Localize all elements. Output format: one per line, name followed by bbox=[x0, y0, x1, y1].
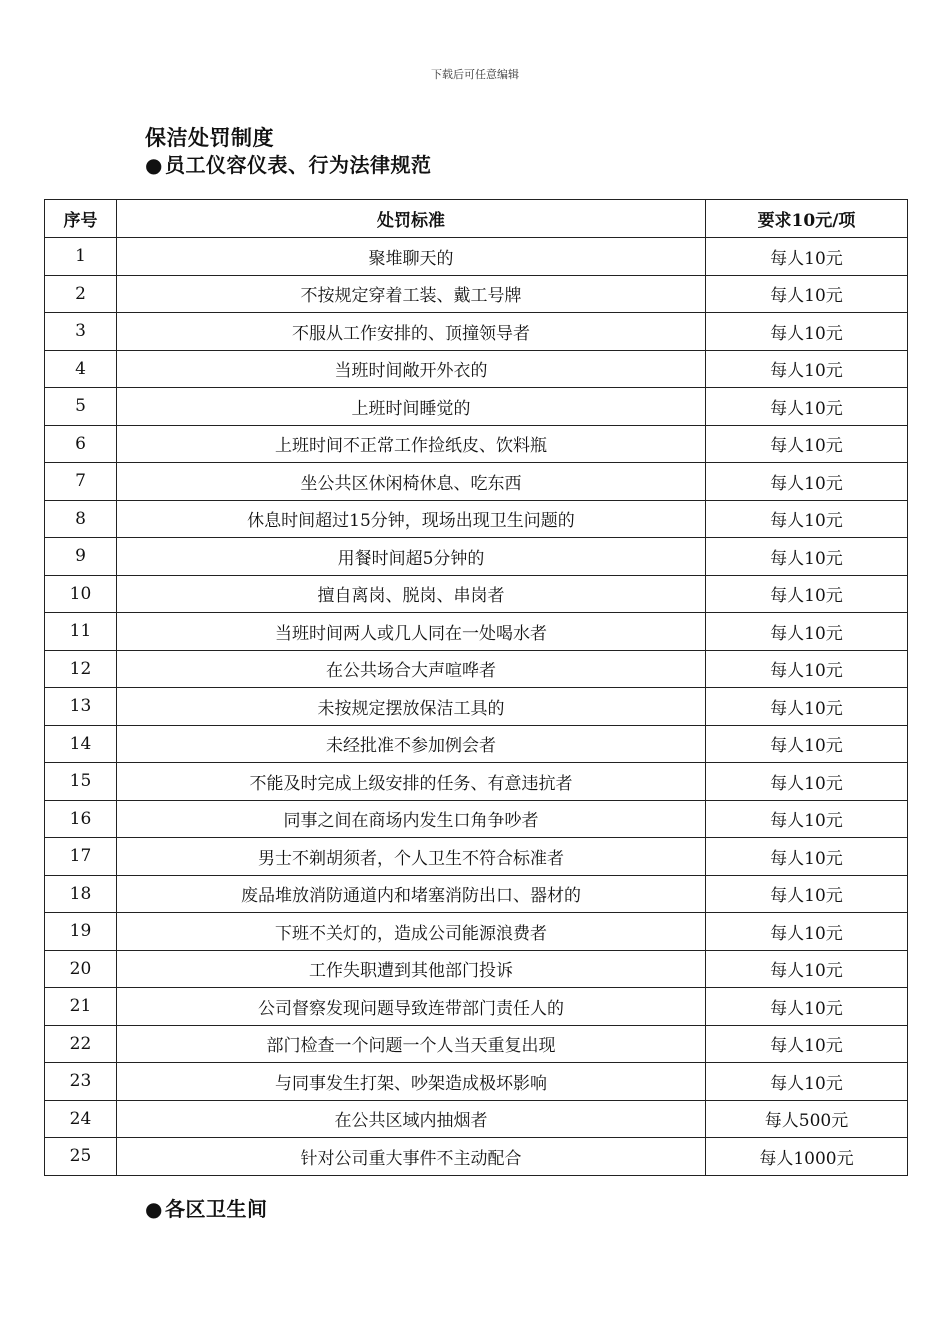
table-row bbox=[45, 575, 908, 613]
table-row bbox=[45, 613, 908, 651]
row-amount: 每人10元 bbox=[706, 1063, 908, 1101]
row-standard: 未经批准不参加例会者 bbox=[117, 725, 706, 763]
header-amount: 要求10元/项 bbox=[706, 200, 908, 238]
table-row bbox=[45, 875, 908, 913]
table-row bbox=[45, 800, 908, 838]
row-index: 22 bbox=[45, 1025, 117, 1063]
row-standard: 针对公司重大事件不主动配合 bbox=[117, 1138, 706, 1176]
row-index: 23 bbox=[45, 1063, 117, 1101]
row-index: 14 bbox=[45, 725, 117, 763]
row-amount: 每人10元 bbox=[706, 725, 908, 763]
row-amount: 每人10元 bbox=[706, 350, 908, 388]
row-standard: 与同事发生打架、吵架造成极坏影响 bbox=[117, 1063, 706, 1101]
table-row bbox=[45, 950, 908, 988]
row-amount: 每人10元 bbox=[706, 313, 908, 351]
row-amount: 每人10元 bbox=[706, 613, 908, 651]
row-standard: 公司督察发现问题导致连带部门责任人的 bbox=[117, 988, 706, 1026]
section-heading-text: 各区卫生间 bbox=[164, 1197, 268, 1221]
penalty-table bbox=[44, 199, 908, 1176]
row-standard: 不服从工作安排的、顶撞领导者 bbox=[117, 313, 706, 351]
table-row bbox=[45, 350, 908, 388]
row-index: 18 bbox=[45, 875, 117, 913]
table-row bbox=[45, 1100, 908, 1138]
row-index: 7 bbox=[45, 463, 117, 501]
row-index: 21 bbox=[45, 988, 117, 1026]
bullet-icon: ● bbox=[145, 153, 163, 177]
row-standard: 下班不关灯的，造成公司能源浪费者 bbox=[117, 913, 706, 951]
row-standard: 当班时间敞开外衣的 bbox=[117, 350, 706, 388]
row-amount: 每人10元 bbox=[706, 538, 908, 576]
table-row bbox=[45, 913, 908, 951]
table-row bbox=[45, 1025, 908, 1063]
row-index: 6 bbox=[45, 425, 117, 463]
watermark-text: 下载后可任意编辑 bbox=[431, 68, 519, 81]
row-amount: 每人10元 bbox=[706, 875, 908, 913]
row-index: 1 bbox=[45, 238, 117, 276]
row-amount: 每人10元 bbox=[706, 988, 908, 1026]
row-standard: 用餐时间超5分钟的 bbox=[117, 538, 706, 576]
table-row bbox=[45, 838, 908, 876]
row-standard: 擅自离岗、脱岗、串岗者 bbox=[117, 575, 706, 613]
row-standard: 废品堆放消防通道内和堵塞消防出口、器材的 bbox=[117, 875, 706, 913]
table-row bbox=[45, 650, 908, 688]
row-index: 17 bbox=[45, 838, 117, 876]
table-row bbox=[45, 725, 908, 763]
row-standard: 在公共区域内抽烟者 bbox=[117, 1100, 706, 1138]
table-row bbox=[45, 313, 908, 351]
row-standard: 工作失职遭到其他部门投诉 bbox=[117, 950, 706, 988]
row-index: 15 bbox=[45, 763, 117, 801]
table-row bbox=[45, 238, 908, 276]
row-index: 11 bbox=[45, 613, 117, 651]
bullet-icon: ● bbox=[145, 1197, 163, 1221]
section-heading-text: 员工仪容仪表、行为法律规范 bbox=[164, 153, 432, 177]
row-amount: 每人1000元 bbox=[706, 1138, 908, 1176]
table-row bbox=[45, 275, 908, 313]
row-amount: 每人10元 bbox=[706, 500, 908, 538]
row-amount: 每人10元 bbox=[706, 275, 908, 313]
row-standard: 上班时间不正常工作捡纸皮、饮料瓶 bbox=[117, 425, 706, 463]
row-amount: 每人10元 bbox=[706, 388, 908, 426]
row-standard: 坐公共区休闲椅休息、吃东西 bbox=[117, 463, 706, 501]
table-row bbox=[45, 425, 908, 463]
row-index: 13 bbox=[45, 688, 117, 726]
row-standard: 男士不剃胡须者，个人卫生不符合标准者 bbox=[117, 838, 706, 876]
row-amount: 每人10元 bbox=[706, 688, 908, 726]
row-standard: 部门检查一个问题一个人当天重复出现 bbox=[117, 1025, 706, 1063]
table-row bbox=[45, 688, 908, 726]
row-index: 8 bbox=[45, 500, 117, 538]
row-amount: 每人10元 bbox=[706, 650, 908, 688]
row-index: 20 bbox=[45, 950, 117, 988]
row-standard: 聚堆聊天的 bbox=[117, 238, 706, 276]
row-amount: 每人10元 bbox=[706, 950, 908, 988]
row-amount: 每人10元 bbox=[706, 575, 908, 613]
row-amount: 每人500元 bbox=[706, 1100, 908, 1138]
row-amount: 每人10元 bbox=[706, 913, 908, 951]
row-amount: 每人10元 bbox=[706, 763, 908, 801]
row-index: 5 bbox=[45, 388, 117, 426]
row-amount: 每人10元 bbox=[706, 800, 908, 838]
section-heading-restrooms bbox=[145, 1193, 267, 1222]
document-title: 保洁处罚制度 bbox=[145, 125, 274, 150]
row-index: 25 bbox=[45, 1138, 117, 1176]
row-index: 9 bbox=[45, 538, 117, 576]
row-standard: 当班时间两人或几人同在一处喝水者 bbox=[117, 613, 706, 651]
row-standard: 不按规定穿着工装、戴工号牌 bbox=[117, 275, 706, 313]
row-amount: 每人10元 bbox=[706, 238, 908, 276]
row-index: 24 bbox=[45, 1100, 117, 1138]
section-heading-conduct bbox=[145, 149, 431, 178]
row-standard: 上班时间睡觉的 bbox=[117, 388, 706, 426]
row-index: 3 bbox=[45, 313, 117, 351]
table-row bbox=[45, 1138, 908, 1176]
row-standard: 在公共场合大声喧哗者 bbox=[117, 650, 706, 688]
row-amount: 每人10元 bbox=[706, 838, 908, 876]
table-header-row bbox=[45, 200, 908, 238]
table-row bbox=[45, 763, 908, 801]
row-index: 12 bbox=[45, 650, 117, 688]
row-amount: 每人10元 bbox=[706, 425, 908, 463]
row-index: 4 bbox=[45, 350, 117, 388]
table-row bbox=[45, 1063, 908, 1101]
row-standard: 未按规定摆放保洁工具的 bbox=[117, 688, 706, 726]
row-index: 19 bbox=[45, 913, 117, 951]
table-row bbox=[45, 988, 908, 1026]
table-row bbox=[45, 538, 908, 576]
row-standard: 不能及时完成上级安排的任务、有意违抗者 bbox=[117, 763, 706, 801]
row-standard: 同事之间在商场内发生口角争吵者 bbox=[117, 800, 706, 838]
header-standard: 处罚标准 bbox=[117, 200, 706, 238]
row-amount: 每人10元 bbox=[706, 1025, 908, 1063]
table-row bbox=[45, 463, 908, 501]
row-index: 2 bbox=[45, 275, 117, 313]
header-index: 序号 bbox=[45, 200, 117, 238]
table-row bbox=[45, 388, 908, 426]
row-index: 16 bbox=[45, 800, 117, 838]
row-index: 10 bbox=[45, 575, 117, 613]
table-row bbox=[45, 500, 908, 538]
row-amount: 每人10元 bbox=[706, 463, 908, 501]
row-standard: 休息时间超过15分钟，现场出现卫生问题的 bbox=[117, 500, 706, 538]
